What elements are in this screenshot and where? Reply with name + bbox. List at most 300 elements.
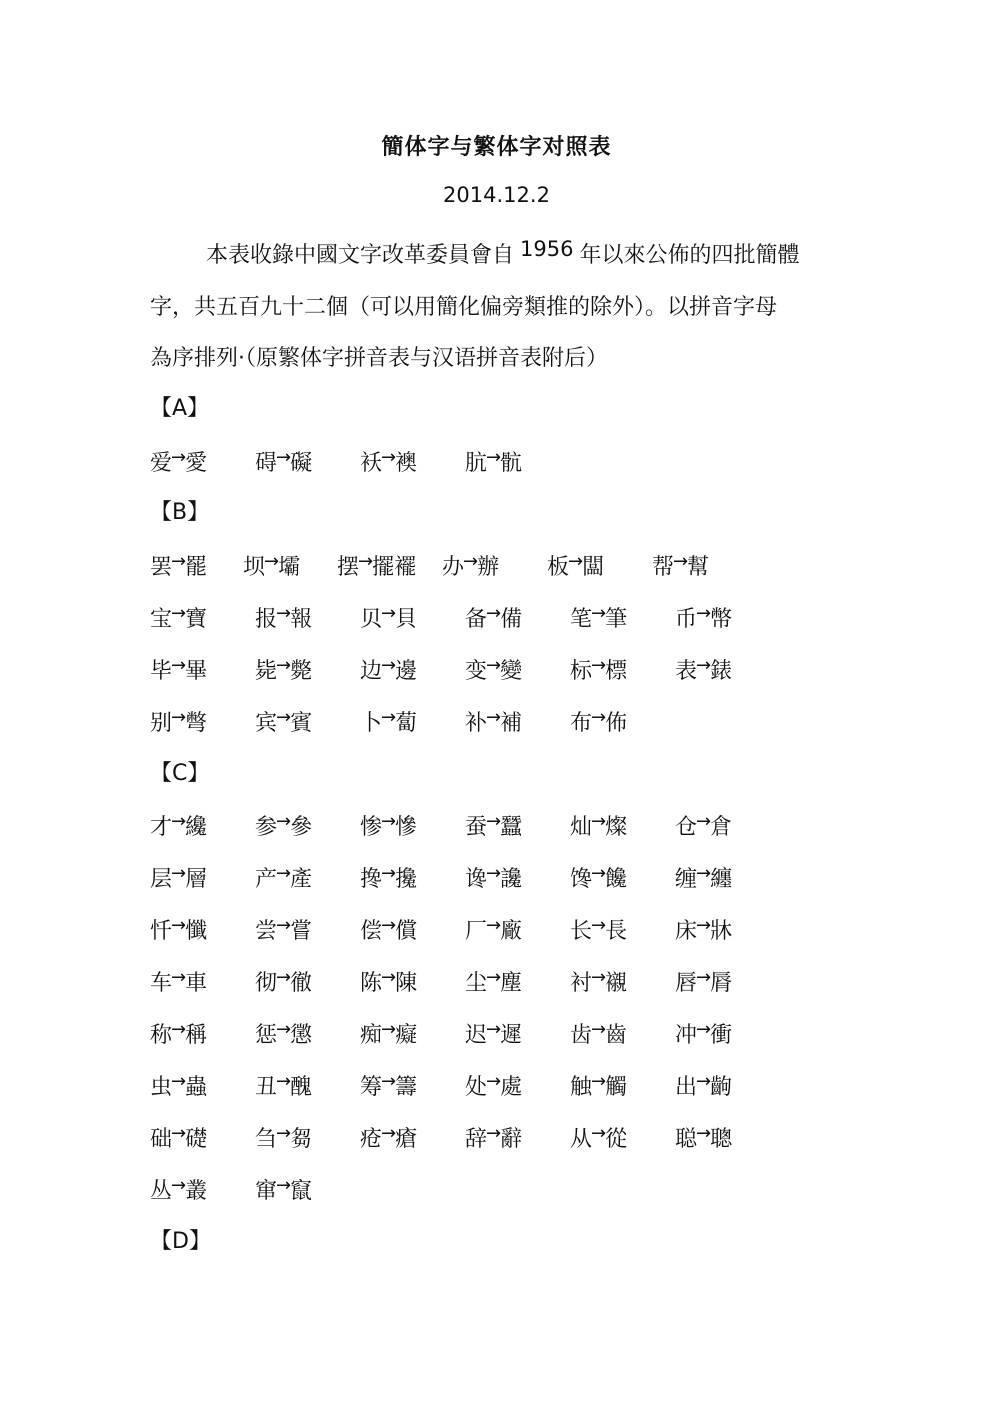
arrow-right-icon: → (591, 863, 607, 884)
simplified-char: 厂 (465, 919, 488, 944)
arrow-right-icon: → (276, 603, 292, 624)
table-row (150, 550, 850, 582)
arrow-right-icon: → (673, 551, 689, 572)
traditional-char: 嘗 (290, 919, 313, 944)
intro-line-3: 為序排列·（原繁体字拼音表与汉语拼音表附后） (150, 346, 608, 371)
character-pair (150, 1018, 207, 1049)
table-row (150, 1174, 850, 1206)
simplified-char: 出 (675, 1075, 698, 1100)
traditional-char: 慘 (395, 815, 418, 840)
simplified-char: 尝 (255, 919, 278, 944)
arrow-right-icon: → (696, 1019, 712, 1040)
traditional-char: 彆 (185, 711, 208, 736)
character-pair (360, 706, 417, 737)
character-pair (150, 1174, 207, 1205)
simplified-char: 灿 (570, 815, 593, 840)
traditional-char: 礙 (290, 451, 313, 476)
simplified-char: 变 (465, 659, 488, 684)
arrow-right-icon: → (171, 1071, 187, 1092)
traditional-char: 癡 (395, 1023, 418, 1048)
character-pair (465, 810, 522, 841)
simplified-char: 齿 (570, 1023, 593, 1048)
arrow-right-icon: → (381, 707, 397, 728)
simplified-char: 毙 (255, 659, 278, 684)
simplified-char: 宾 (255, 711, 278, 736)
traditional-char: 攙 (395, 867, 418, 892)
character-pair (465, 706, 522, 737)
simplified-char: 陈 (360, 971, 383, 996)
simplified-char: 聪 (675, 1127, 698, 1152)
arrow-right-icon: → (171, 967, 187, 988)
traditional-char: 筆 (605, 607, 628, 632)
arrow-right-icon: → (568, 551, 584, 572)
traditional-char: 佈 (605, 711, 628, 736)
traditional-char: 芻 (290, 1127, 313, 1152)
simplified-char: 缠 (675, 867, 698, 892)
character-pair (360, 446, 417, 477)
character-pair (465, 1122, 522, 1153)
character-pair (255, 862, 312, 893)
arrow-right-icon: → (696, 1123, 712, 1144)
arrow-right-icon: → (381, 967, 397, 988)
simplified-char: 蚕 (465, 815, 488, 840)
character-pair (675, 602, 732, 633)
character-pair (360, 1122, 417, 1153)
character-pair (465, 1018, 522, 1049)
simplified-char: 摆 (337, 555, 360, 580)
arrow-right-icon: → (591, 707, 607, 728)
traditional-char: 補 (500, 711, 523, 736)
simplified-char: 丑 (255, 1075, 278, 1100)
traditional-char: 懲 (290, 1023, 313, 1048)
simplified-char: 卜 (360, 711, 383, 736)
arrow-right-icon: → (381, 1071, 397, 1092)
character-pair (570, 810, 627, 841)
simplified-char: 辞 (465, 1127, 488, 1152)
character-pair (255, 1070, 312, 1101)
character-pair (255, 446, 312, 477)
simplified-char: 触 (570, 1075, 593, 1100)
simplified-char: 搀 (360, 867, 383, 892)
table-row (150, 862, 850, 894)
arrow-right-icon: → (171, 707, 187, 728)
traditional-char: 叢 (185, 1179, 208, 1204)
traditional-char: 愛 (185, 451, 208, 476)
simplified-char: 帮 (652, 555, 675, 580)
arrow-right-icon: → (696, 1071, 712, 1092)
table-row (150, 654, 850, 686)
traditional-char: 貝 (395, 607, 418, 632)
traditional-char: 斃 (290, 659, 313, 684)
arrow-right-icon: → (171, 603, 187, 624)
traditional-char: 寶 (185, 607, 208, 632)
traditional-char: 襖 (395, 451, 418, 476)
character-pair (360, 1018, 417, 1049)
arrow-right-icon: → (276, 1175, 292, 1196)
intro-line-2: 字，共五百九十二個（可以用簡化偏旁類推的除外）。以拼音字母 (150, 295, 778, 320)
arrow-right-icon: → (591, 655, 607, 676)
arrow-right-icon: → (696, 863, 712, 884)
arrow-right-icon: → (486, 1019, 502, 1040)
character-pair (150, 446, 207, 477)
character-pair (570, 1122, 627, 1153)
character-pair (360, 602, 417, 633)
traditional-char: 徹 (290, 971, 313, 996)
traditional-char: 長 (605, 919, 628, 944)
traditional-char: 幣 (710, 607, 733, 632)
traditional-char: 辦 (477, 555, 500, 580)
simplified-char: 虫 (150, 1075, 173, 1100)
traditional-char: 襯 (605, 971, 628, 996)
arrow-right-icon: → (463, 551, 479, 572)
simplified-char: 刍 (255, 1127, 278, 1152)
character-pair (360, 914, 417, 945)
simplified-char: 冲 (675, 1023, 698, 1048)
arrow-right-icon: → (381, 603, 397, 624)
simplified-char: 罢 (150, 555, 173, 580)
character-pair (547, 550, 604, 581)
traditional-char: 邊 (395, 659, 418, 684)
simplified-char: 毕 (150, 659, 173, 684)
arrow-right-icon: → (696, 967, 712, 988)
arrow-right-icon: → (171, 655, 187, 676)
traditional-char: 蔔 (395, 711, 418, 736)
arrow-right-icon: → (486, 603, 502, 624)
traditional-char: 齒 (605, 1023, 628, 1048)
simplified-char: 碍 (255, 451, 278, 476)
section-header: 【B】 (150, 500, 210, 525)
arrow-right-icon: → (276, 811, 292, 832)
simplified-char: 惨 (360, 815, 383, 840)
character-pair (337, 550, 416, 581)
arrow-right-icon: → (276, 447, 292, 468)
character-pair (570, 914, 627, 945)
arrow-right-icon: → (486, 967, 502, 988)
document-title: 簡体字与繁体字对照表 (381, 135, 612, 160)
intro-line-1-before: 本表收錄中國文字改革委員會自 (206, 243, 515, 268)
traditional-char: 擺襬 (372, 555, 417, 580)
traditional-char: 礎 (185, 1127, 208, 1152)
arrow-right-icon: → (381, 863, 397, 884)
character-pair (360, 810, 417, 841)
character-pair (255, 810, 312, 841)
character-pair (675, 654, 732, 685)
arrow-right-icon: → (171, 1123, 187, 1144)
arrow-right-icon: → (264, 551, 280, 572)
simplified-char: 才 (150, 815, 173, 840)
simplified-char: 尘 (465, 971, 488, 996)
character-pair (360, 654, 417, 685)
character-pair (442, 550, 499, 581)
arrow-right-icon: → (381, 811, 397, 832)
traditional-char: 罷 (185, 555, 208, 580)
document-date: 2014.12.2 (443, 183, 550, 207)
arrow-right-icon: → (276, 1019, 292, 1040)
simplified-char: 谗 (465, 867, 488, 892)
arrow-right-icon: → (171, 1175, 187, 1196)
intro-year: 1956 (520, 237, 574, 261)
simplified-char: 痴 (360, 1023, 383, 1048)
arrow-right-icon: → (276, 863, 292, 884)
traditional-char: 脣 (710, 971, 733, 996)
intro-line-1 (150, 238, 799, 269)
traditional-char: 陳 (395, 971, 418, 996)
simplified-char: 迟 (465, 1023, 488, 1048)
character-pair (675, 862, 732, 893)
simplified-char: 补 (465, 711, 488, 736)
simplified-char: 袄 (360, 451, 383, 476)
character-pair (150, 1070, 207, 1101)
traditional-char: 聰 (710, 1127, 733, 1152)
arrow-right-icon: → (171, 447, 187, 468)
arrow-right-icon: → (696, 915, 712, 936)
character-pair (243, 550, 300, 581)
character-pair (255, 966, 312, 997)
character-pair (465, 1070, 522, 1101)
arrow-right-icon: → (276, 707, 292, 728)
character-pair (255, 602, 312, 633)
simplified-char: 衬 (570, 971, 593, 996)
character-pair (255, 654, 312, 685)
traditional-char: 遲 (500, 1023, 523, 1048)
traditional-char: 齣 (710, 1075, 733, 1100)
character-pair (255, 1174, 312, 1205)
simplified-char: 车 (150, 971, 173, 996)
character-pair (150, 810, 207, 841)
character-pair (675, 1070, 732, 1101)
character-pair (255, 914, 312, 945)
arrow-right-icon: → (696, 655, 712, 676)
character-pair (675, 810, 732, 841)
traditional-char: 從 (605, 1127, 628, 1152)
simplified-char: 馋 (570, 867, 593, 892)
simplified-char: 层 (150, 867, 173, 892)
arrow-right-icon: → (276, 655, 292, 676)
simplified-char: 丛 (150, 1179, 173, 1204)
character-pair (570, 1018, 627, 1049)
simplified-char: 唇 (675, 971, 698, 996)
traditional-char: 骯 (500, 451, 523, 476)
simplified-char: 疮 (360, 1127, 383, 1152)
traditional-char: 標 (605, 659, 628, 684)
arrow-right-icon: → (486, 863, 502, 884)
traditional-char: 纏 (710, 867, 733, 892)
character-pair (150, 966, 207, 997)
table-row (150, 1018, 850, 1050)
intro-line-1-after: 年以來公佈的四批簡體 (579, 243, 800, 268)
character-pair (150, 914, 207, 945)
character-pair (465, 966, 522, 997)
traditional-char: 燦 (605, 815, 628, 840)
table-row (150, 1122, 850, 1154)
arrow-right-icon: → (591, 1123, 607, 1144)
traditional-char: 闆 (582, 555, 605, 580)
simplified-char: 床 (675, 919, 698, 944)
character-pair (652, 550, 709, 581)
simplified-char: 窜 (255, 1179, 278, 1204)
simplified-char: 表 (675, 659, 698, 684)
character-pair (465, 602, 522, 633)
table-row (150, 602, 850, 634)
traditional-char: 纔 (185, 815, 208, 840)
character-pair (675, 1122, 732, 1153)
character-pair (150, 862, 207, 893)
table-row (150, 966, 850, 998)
traditional-char: 稱 (185, 1023, 208, 1048)
arrow-right-icon: → (486, 447, 502, 468)
simplified-char: 彻 (255, 971, 278, 996)
character-pair (150, 602, 207, 633)
simplified-char: 币 (675, 607, 698, 632)
arrow-right-icon: → (591, 915, 607, 936)
character-pair (465, 654, 522, 685)
simplified-char: 参 (255, 815, 278, 840)
simplified-char: 备 (465, 607, 488, 632)
traditional-char: 賓 (290, 711, 313, 736)
traditional-char: 處 (500, 1075, 523, 1100)
table-row (150, 810, 850, 842)
character-pair (465, 914, 522, 945)
simplified-char: 肮 (465, 451, 488, 476)
arrow-right-icon: → (696, 811, 712, 832)
character-pair (570, 1070, 627, 1101)
traditional-char: 錶 (710, 659, 733, 684)
arrow-right-icon: → (486, 707, 502, 728)
traditional-char: 蠶 (500, 815, 523, 840)
arrow-right-icon: → (591, 967, 607, 988)
simplified-char: 报 (255, 607, 278, 632)
traditional-char: 讒 (500, 867, 523, 892)
character-pair (675, 966, 732, 997)
character-pair (360, 862, 417, 893)
arrow-right-icon: → (486, 1123, 502, 1144)
arrow-right-icon: → (171, 1019, 187, 1040)
traditional-char: 竄 (290, 1179, 313, 1204)
traditional-char: 饞 (605, 867, 628, 892)
character-pair (570, 602, 627, 633)
traditional-char: 廠 (500, 919, 523, 944)
traditional-char: 產 (290, 867, 313, 892)
section-header: 【D】 (150, 1229, 211, 1254)
character-pair (570, 862, 627, 893)
arrow-right-icon: → (171, 915, 187, 936)
traditional-char: 瘡 (395, 1127, 418, 1152)
arrow-right-icon: → (381, 1019, 397, 1040)
simplified-char: 惩 (255, 1023, 278, 1048)
traditional-char: 參 (290, 815, 313, 840)
arrow-right-icon: → (591, 1019, 607, 1040)
character-pair (150, 550, 207, 581)
simplified-char: 产 (255, 867, 278, 892)
simplified-char: 布 (570, 711, 593, 736)
arrow-right-icon: → (486, 655, 502, 676)
character-pair (360, 1070, 417, 1101)
arrow-right-icon: → (381, 915, 397, 936)
arrow-right-icon: → (486, 811, 502, 832)
simplified-char: 长 (570, 919, 593, 944)
simplified-char: 称 (150, 1023, 173, 1048)
section-header: 【C】 (150, 761, 210, 786)
character-pair (150, 654, 207, 685)
arrow-right-icon: → (591, 811, 607, 832)
simplified-char: 别 (150, 711, 173, 736)
simplified-char: 办 (442, 555, 465, 580)
simplified-char: 贝 (360, 607, 383, 632)
character-pair (570, 654, 627, 685)
character-pair (465, 446, 522, 477)
character-pair (150, 706, 207, 737)
simplified-char: 边 (360, 659, 383, 684)
table-row (150, 706, 850, 738)
simplified-char: 偿 (360, 919, 383, 944)
table-row (150, 1070, 850, 1102)
traditional-char: 籌 (395, 1075, 418, 1100)
traditional-char: 醜 (290, 1075, 313, 1100)
simplified-char: 坝 (243, 555, 266, 580)
arrow-right-icon: → (276, 1123, 292, 1144)
character-pair (255, 1018, 312, 1049)
character-pair (465, 862, 522, 893)
table-row (150, 914, 850, 946)
traditional-char: 報 (290, 607, 313, 632)
character-pair (675, 1018, 732, 1049)
simplified-char: 笔 (570, 607, 593, 632)
traditional-char: 畢 (185, 659, 208, 684)
traditional-char: 備 (500, 607, 523, 632)
arrow-right-icon: → (358, 551, 374, 572)
character-pair (360, 966, 417, 997)
arrow-right-icon: → (171, 811, 187, 832)
character-pair (570, 966, 627, 997)
traditional-char: 牀 (710, 919, 733, 944)
traditional-char: 變 (500, 659, 523, 684)
character-pair (255, 706, 312, 737)
arrow-right-icon: → (591, 603, 607, 624)
character-pair (570, 706, 627, 737)
arrow-right-icon: → (276, 967, 292, 988)
arrow-right-icon: → (486, 1071, 502, 1092)
table-row (150, 446, 850, 478)
arrow-right-icon: → (696, 603, 712, 624)
traditional-char: 幫 (687, 555, 710, 580)
arrow-right-icon: → (171, 863, 187, 884)
arrow-right-icon: → (276, 915, 292, 936)
simplified-char: 宝 (150, 607, 173, 632)
traditional-char: 償 (395, 919, 418, 944)
character-pair (150, 1122, 207, 1153)
simplified-char: 仓 (675, 815, 698, 840)
arrow-right-icon: → (276, 1071, 292, 1092)
traditional-char: 層 (185, 867, 208, 892)
arrow-right-icon: → (591, 1071, 607, 1092)
traditional-char: 蟲 (185, 1075, 208, 1100)
traditional-char: 塵 (500, 971, 523, 996)
simplified-char: 础 (150, 1127, 173, 1152)
traditional-char: 衝 (710, 1023, 733, 1048)
section-header: 【A】 (150, 396, 210, 421)
traditional-char: 懺 (185, 919, 208, 944)
arrow-right-icon: → (171, 551, 187, 572)
arrow-right-icon: → (381, 1123, 397, 1144)
traditional-char: 車 (185, 971, 208, 996)
traditional-char: 觸 (605, 1075, 628, 1100)
arrow-right-icon: → (486, 915, 502, 936)
simplified-char: 忏 (150, 919, 173, 944)
character-pair (675, 914, 732, 945)
simplified-char: 从 (570, 1127, 593, 1152)
simplified-char: 处 (465, 1075, 488, 1100)
traditional-char: 辭 (500, 1127, 523, 1152)
